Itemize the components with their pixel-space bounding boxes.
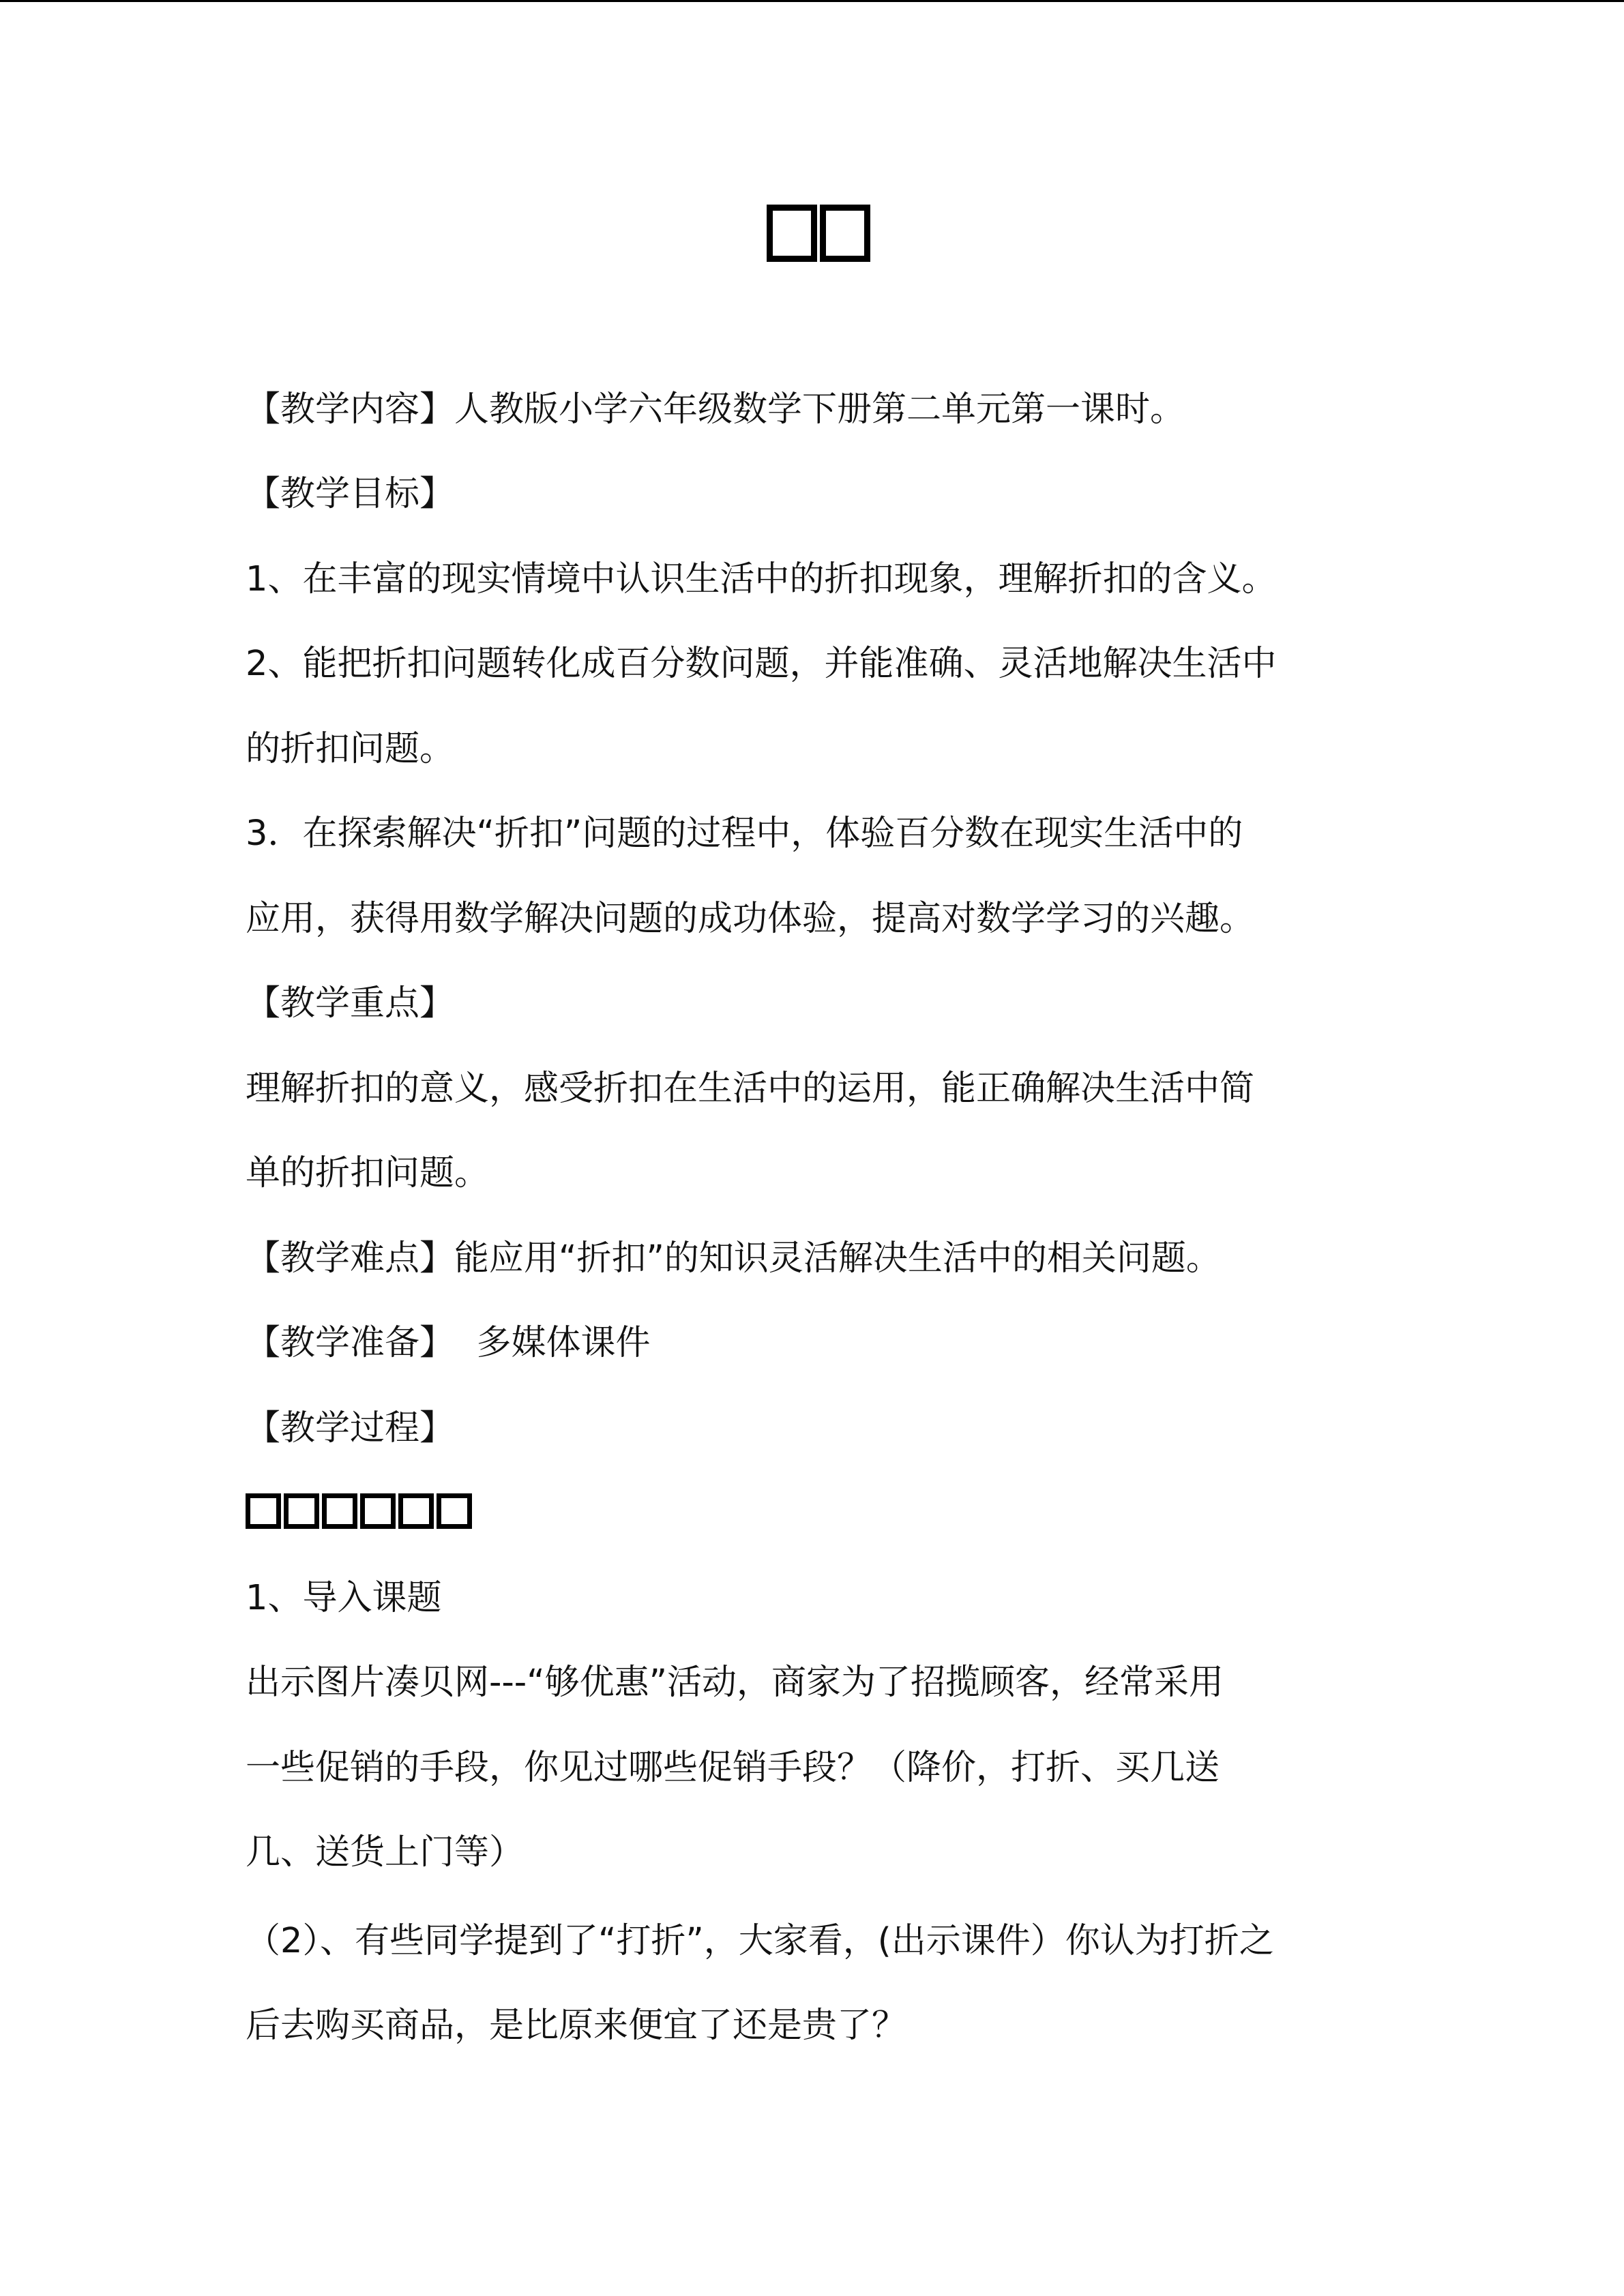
preparation-label: 【教学准备】	[246, 1323, 455, 1363]
difficulties-line	[246, 1235, 1221, 1283]
heading-missing-glyph-box	[398, 1493, 434, 1529]
heading-missing-glyph-box	[360, 1493, 396, 1529]
heading-missing-glyph-box	[246, 1493, 281, 1529]
process-line-6: 后去购买商品，是比原来便宜了还是贵了？	[246, 2006, 907, 2046]
process-line-5: （2）、有些同学提到了“打折”，大家看，(出示课件）你认为打折之	[246, 1921, 1274, 1961]
teaching-goals-label: 【教学目标】	[246, 474, 455, 514]
document-title	[246, 205, 1391, 262]
difficulties-text: 能应用“折扣”的知识灵活解决生活中的相关问题。	[454, 1238, 1221, 1279]
title-missing-glyph-box	[820, 205, 870, 262]
goal-line-1: 1、在丰富的现实情境中认识生活中的折扣现象，理解折扣的含义。	[246, 559, 1277, 599]
preparation-line	[246, 1320, 650, 1367]
goal-line-2: 2、能把折扣问题转化成百分数问题，并能准确、灵活地解决生活中	[246, 644, 1277, 684]
key-points-line-2: 单的折扣问题。	[246, 1153, 490, 1193]
key-points-line-1: 理解折扣的意义，感受折扣在生活中的运用，能正确解决生活中简	[246, 1069, 1255, 1109]
process-line-1: 1、导入课题	[246, 1578, 442, 1618]
process-label: 【教学过程】	[246, 1408, 455, 1448]
preparation-text: 多媒体课件	[454, 1323, 651, 1363]
goal-line-4: 3．在探索解决“折扣”问题的过程中，体验百分数在现实生活中的	[246, 814, 1243, 854]
teaching-content-label: 【教学内容】	[246, 389, 455, 430]
heading-missing-glyph-box	[284, 1493, 319, 1529]
title-missing-glyph-box	[767, 205, 817, 262]
goal-line-5: 应用，获得用数学解决问题的成功体验，提高对数学学习的兴趣。	[246, 899, 1255, 939]
process-line-3: 一些促销的手段，你见过哪些促销手段？（降价，打折、买几送	[246, 1748, 1220, 1788]
process-heading-missing-glyphs	[246, 1493, 475, 1541]
teaching-content-line	[246, 386, 1185, 434]
teaching-content-text: 人教版小学六年级数学下册第二单元第一课时。	[454, 389, 1185, 430]
top-border-rule	[0, 0, 1624, 2]
key-points-label: 【教学重点】	[246, 983, 455, 1024]
process-line-4: 几、送货上门等）	[246, 1832, 525, 1873]
difficulties-label: 【教学难点】	[246, 1238, 455, 1279]
process-line-2: 出示图片凑贝网---“够优惠”活动，商家为了招揽顾客，经常采用	[246, 1663, 1224, 1703]
heading-missing-glyph-box	[437, 1493, 472, 1529]
goal-line-3: 的折扣问题。	[246, 729, 455, 769]
heading-missing-glyph-box	[322, 1493, 357, 1529]
